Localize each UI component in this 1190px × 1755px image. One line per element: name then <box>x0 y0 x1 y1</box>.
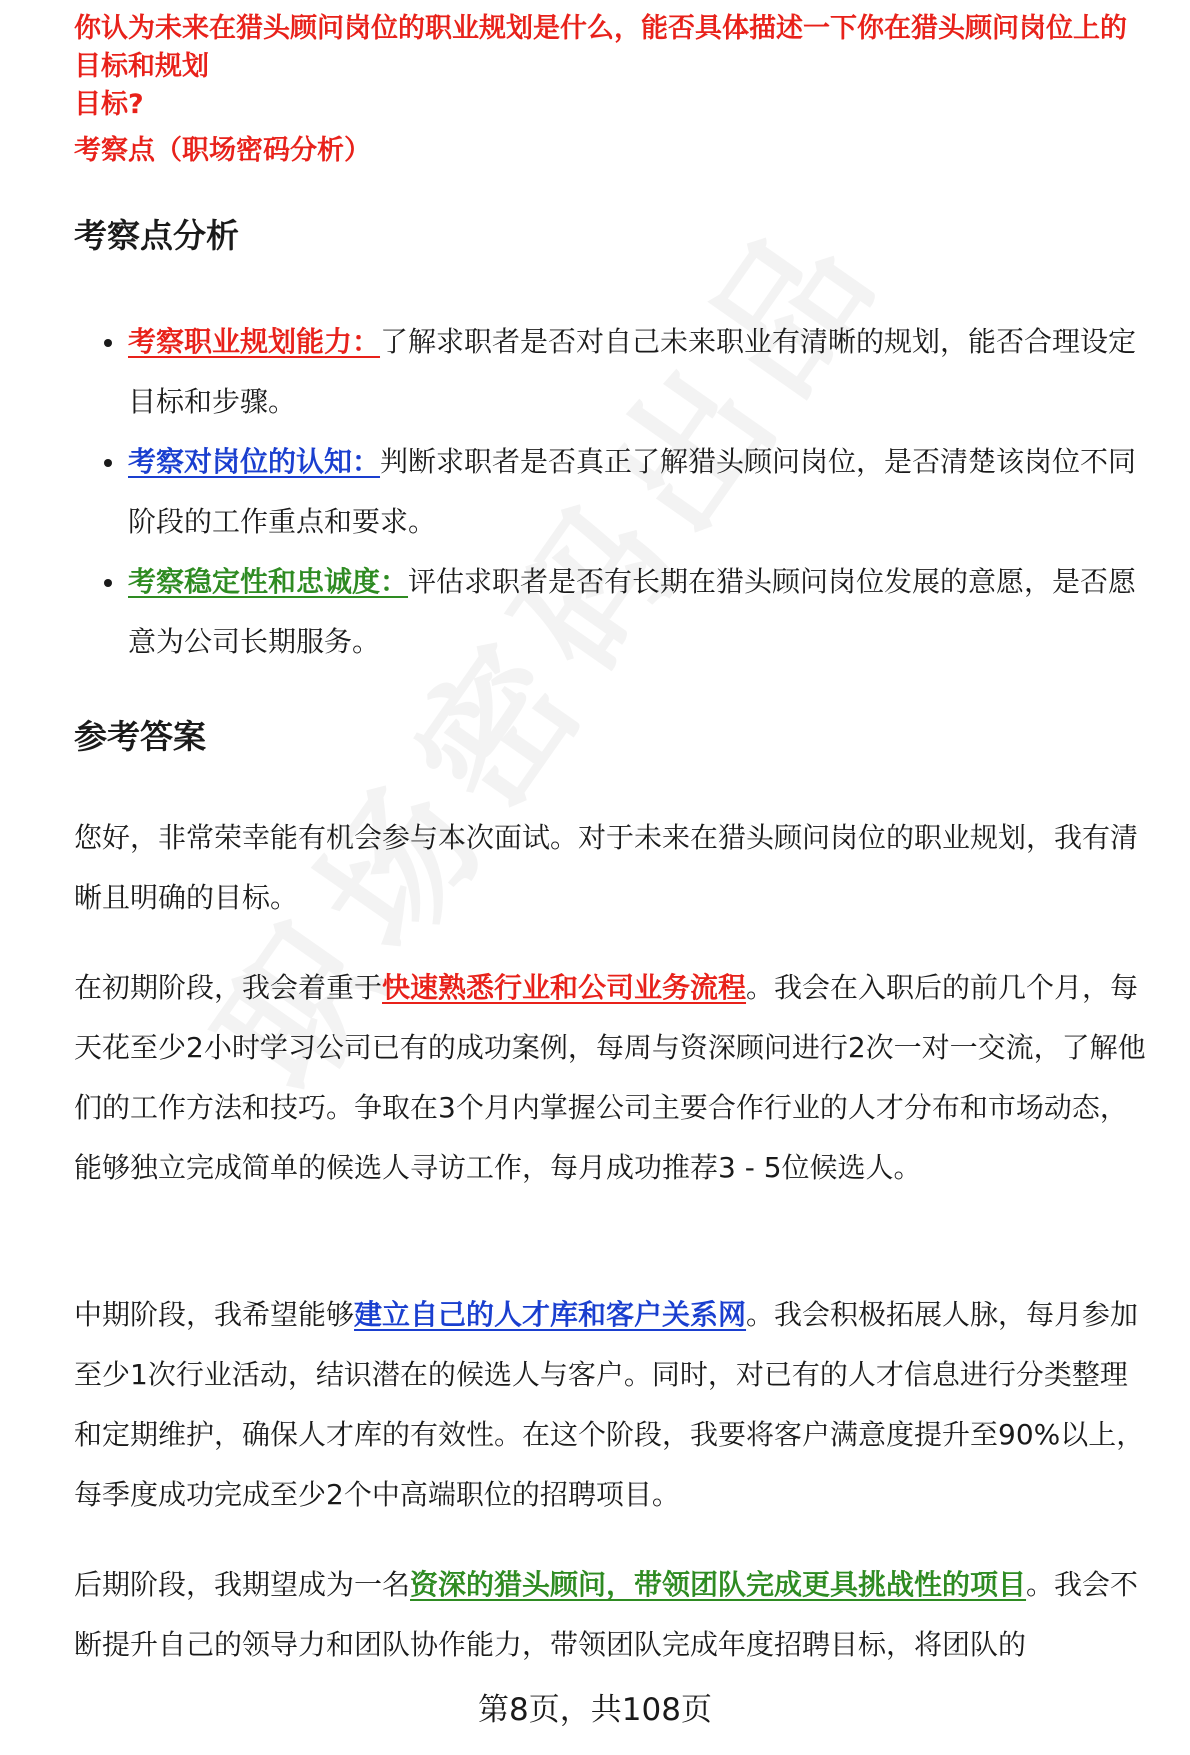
answer-paragraph-intro: 您好，非常荣幸能有机会参与本次面试。对于未来在猎头顾问岗位的职业规划，我有清晰且明确的目标。 <box>74 821 1139 914</box>
answer-heading: 参考答案 <box>74 717 206 756</box>
answer-paragraph-early <box>74 958 1154 1198</box>
question-title <box>74 13 1134 120</box>
page-number: 第8页，共108页 <box>478 1692 712 1728</box>
paragraph-text: 。我会积极拓展人脉，每月参加至少1次行业活动，结识潜在的候选人与客户。同时，对已有的人才信息进行分类整理和定期维护，确保人才库的有效性。在这个阶段，我要将客户满意度提升至90%以上，每季度成功完成至少2个中高端职位的招聘项目。 <box>74 1298 1145 1511</box>
question-title-cut-line: 你认为未来在猎头顾问岗位的职业规划是什么，能否具体描述一下你在猎头顾问岗位上的目标和规划 <box>74 13 1127 82</box>
exam-point-label: 考察点（职场密码分析） <box>74 135 371 166</box>
analysis-item-label: 考察稳定性和忠诚度： <box>128 565 409 598</box>
paragraph-text: 。我会在入职后的前几个月，每天花至少2小时学习公司已有的成功案例，每周与资深顾问进行2次一对一交流，了解他们的工作方法和技巧。争取在3个月内掌握公司主要合作行业的人才分布和市场动态，能够独立完成简单的候选人寻访工作，每月成功推荐3 - 5位候选人。 <box>74 971 1146 1184</box>
answer-paragraph-late <box>74 1555 1154 1685</box>
analysis-list <box>74 312 1154 672</box>
paragraph-text: 中期阶段，我希望能够 <box>74 1298 355 1331</box>
answer-paragraph-mid <box>74 1285 1154 1525</box>
list-item <box>74 552 1154 672</box>
question-title-tail: 目标? <box>74 89 144 120</box>
paragraph-text: 。我会不断提升自己的领导力和团队协作能力，带领团队完成年度招聘目标，将团队的 <box>74 1568 1139 1661</box>
highlight-text: 资深的猎头顾问，带领团队完成更具挑战性的项目 <box>410 1568 1027 1601</box>
analysis-item-text: 判断求职者是否真正了解猎头顾问岗位，是否清楚该岗位不同阶段的工作重点和要求。 <box>128 445 1137 538</box>
analysis-item-text: 评估求职者是否有长期在猎头顾问岗位发展的意愿，是否愿意为公司长期服务。 <box>128 565 1137 658</box>
analysis-heading: 考察点分析 <box>74 216 239 255</box>
paragraph-text: 在初期阶段，我会着重于 <box>74 971 383 1004</box>
paragraph-text: 后期阶段，我期望成为一名 <box>74 1568 411 1601</box>
analysis-item-label: 考察职业规划能力： <box>128 325 381 358</box>
highlight-text: 快速熟悉行业和公司业务流程 <box>382 971 747 1004</box>
list-item <box>74 432 1154 552</box>
analysis-item-text: 了解求职者是否对自己未来职业有清晰的规划，能否合理设定目标和步骤。 <box>128 325 1137 418</box>
analysis-item-label: 考察对岗位的认知： <box>128 445 381 478</box>
highlight-text: 建立自己的人才库和客户关系网 <box>354 1298 747 1331</box>
list-item <box>74 312 1154 432</box>
